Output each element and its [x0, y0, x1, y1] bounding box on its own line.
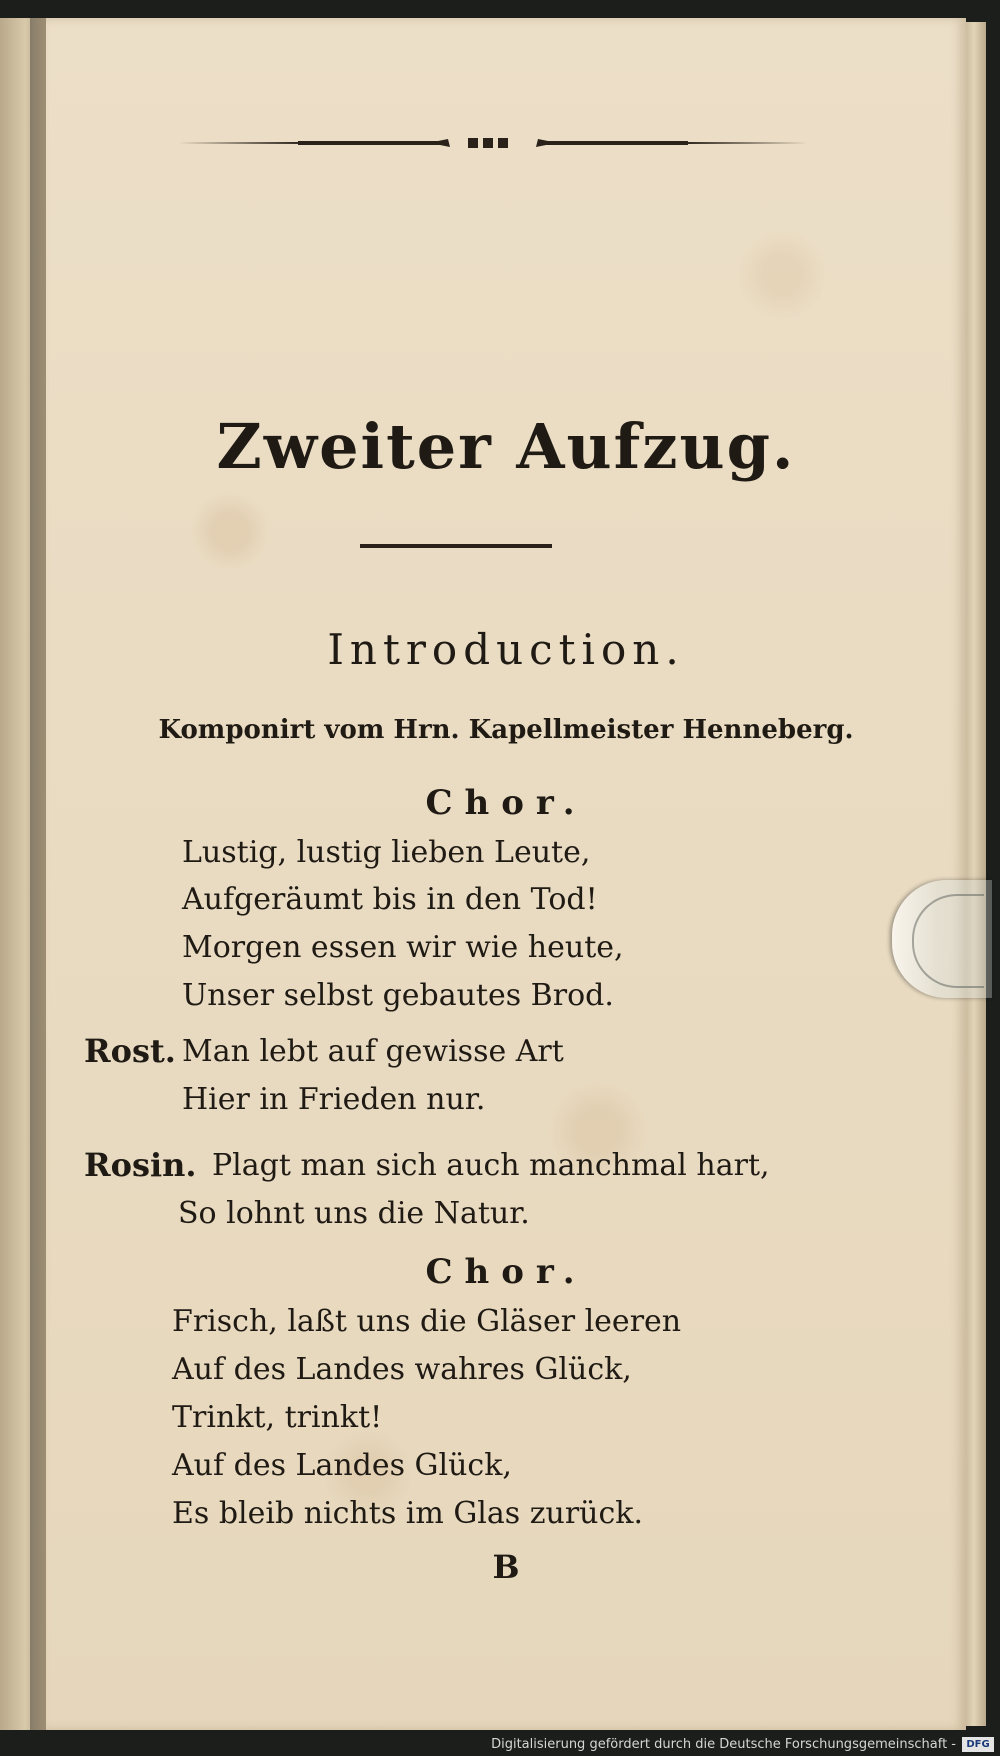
dfg-logo: DFG — [962, 1737, 994, 1752]
composer-credit: Komponirt vom Hrn. Kapellmeister Henneberg. — [158, 715, 854, 745]
ornament-rule — [178, 136, 808, 150]
footer-bar — [0, 1734, 1000, 1756]
verse-line: Plagt man sich auch manchmal hart, — [212, 1148, 770, 1183]
verse-line: Hier in Frieden nur. — [182, 1082, 486, 1117]
verse-line: Man lebt auf gewisse Art — [182, 1034, 564, 1069]
verse-line: Es bleib nichts im Glas zurück. — [172, 1496, 644, 1531]
verse-line: Morgen essen wir wie heute, — [182, 930, 624, 965]
speaker-label: Rost. — [84, 1032, 176, 1070]
verse-line: Unser selbst gebautes Brod. — [182, 978, 614, 1013]
title-rule — [360, 544, 552, 548]
page-stack-edge — [966, 22, 986, 1726]
section-heading: Introduction. — [327, 625, 685, 674]
chor-heading: Chor. — [425, 783, 587, 823]
verse-line: Aufgeräumt bis in den Tod! — [182, 882, 598, 917]
verse-line: Lustig, lustig lieben Leute, — [182, 835, 591, 870]
verse-line: Auf des Landes wahres Glück, — [172, 1352, 632, 1387]
speaker-label: Rosin. — [84, 1146, 197, 1184]
verse-line: Auf des Landes Glück, — [172, 1448, 512, 1483]
verse-line: Trinkt, trinkt! — [172, 1400, 383, 1435]
act-title: Zweiter Aufzug. — [216, 410, 796, 483]
chor-heading: Chor. — [425, 1252, 587, 1292]
verse-line: So lohnt uns die Natur. — [178, 1196, 530, 1231]
footer-credit: Digitalisierung gefördert durch die Deutsche Forschungsgemeinschaft - — [491, 1737, 956, 1752]
signature-mark: B — [492, 1548, 520, 1586]
verse-line: Frisch, laßt uns die Gläser leeren — [172, 1304, 682, 1339]
